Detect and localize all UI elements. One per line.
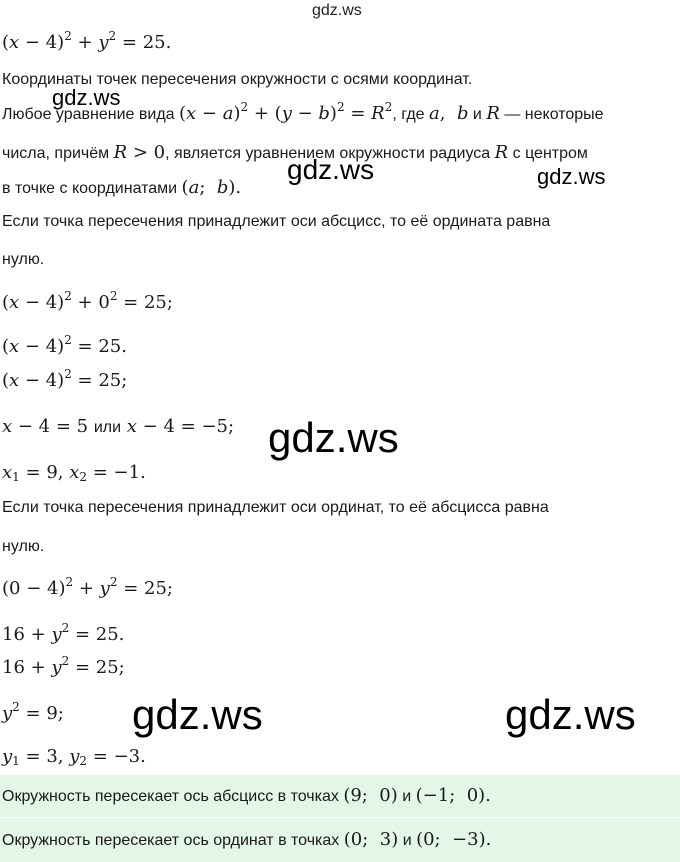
watermark-bottom-right: gdz.ws <box>505 691 636 738</box>
center-text: в точке с координатами <box>2 180 178 197</box>
eq-x-1: $(x - 4)^2 + 0^2 = 25$; <box>2 289 173 313</box>
answer-abscissa-and: и <box>402 788 412 805</box>
abscissa-condition-end: нулю. <box>2 251 45 268</box>
answer-abscissa-text: Окружность пересекает ось абсцисс в точках <box>2 788 339 805</box>
general-equation-line <box>2 100 680 125</box>
general-equation-text-4: — некоторые <box>504 106 604 123</box>
ordinate-condition-end: нулю. <box>2 538 45 555</box>
center-line <box>2 178 680 199</box>
eq-x-4: x − 4 = 5 или x − 4 = −5; <box>2 416 235 437</box>
param-r: R <box>486 103 500 124</box>
abscissa-condition: Если точка пересечения принадлежит оси абсцисс, то её ордината равна <box>2 213 551 230</box>
eq-y-roots: $y_1 = 3$, $y_2 = -3$. <box>2 746 146 768</box>
radius-condition-text-1: числа, причём <box>2 145 110 162</box>
eq-x-3: $(x - 4)^2 = 25$; <box>2 367 128 391</box>
center-coords: (a; b). <box>181 177 242 198</box>
answer-ordinate <box>2 830 680 851</box>
answer-ordinate-point-1: (0; 3) <box>343 829 399 850</box>
general-equation-text-3: и <box>472 106 482 123</box>
answer-abscissa-point-2: (−1; 0). <box>415 785 491 806</box>
radius-condition-formula: R > 0 <box>113 142 166 163</box>
watermark-right-1: gdz.ws <box>537 164 606 189</box>
general-equation-formula: $(x - a)^2 + (y - b)^2 = R^2$ <box>179 100 393 124</box>
section-heading: Координаты точек пересечения окружности с осями координат. <box>2 71 473 88</box>
radius-symbol: R <box>494 142 509 163</box>
ordinate-condition: Если точка пересечения принадлежит оси ординат, то её абсцисса равна <box>2 499 549 516</box>
eq-y-3: $16 + y^2 = 25$; <box>2 654 125 678</box>
watermark-bottom-left: gdz.ws <box>132 691 263 738</box>
eq-x-2: $(x - 4)^2 = 25$. <box>2 333 127 357</box>
general-equation-text-1: Любое уравнение вида <box>2 106 175 123</box>
radius-condition-text-2: , является уравнением окружности радиуса <box>165 145 491 162</box>
eq-y-4: $y^2 = 9$; <box>2 700 64 724</box>
watermark-mid-big: gdz.ws <box>268 414 399 461</box>
param-a: a, b <box>429 103 469 124</box>
watermark-mid-1: gdz.ws <box>287 154 375 185</box>
answer-ordinate-point-2: (0; −3). <box>416 829 492 850</box>
eq-x-roots: $x_1 = 9$, $x_2 = -1$. <box>2 462 146 484</box>
or-word-1: или <box>93 419 122 436</box>
radius-condition-text-3: с центром <box>512 145 588 162</box>
general-equation-text-2: , где <box>392 106 425 123</box>
answer-abscissa-point-1: (9; 0) <box>343 785 398 806</box>
answer-ordinate-text: Окружность пересекает ось ординат в точках <box>2 832 340 849</box>
watermark-left-1: gdz.ws <box>52 85 121 110</box>
eq-y-1: $(0 - 4)^2 + y^2 = 25$; <box>2 575 173 599</box>
eq-y-2: $16 + y^2 = 25$. <box>2 621 125 645</box>
equation-circle: $(x - 4)^2 + y^2 = 25$. <box>2 29 172 53</box>
answer-abscissa <box>2 786 680 807</box>
watermark-top: gdz.ws <box>312 2 362 19</box>
answer-ordinate-and: и <box>402 832 412 849</box>
